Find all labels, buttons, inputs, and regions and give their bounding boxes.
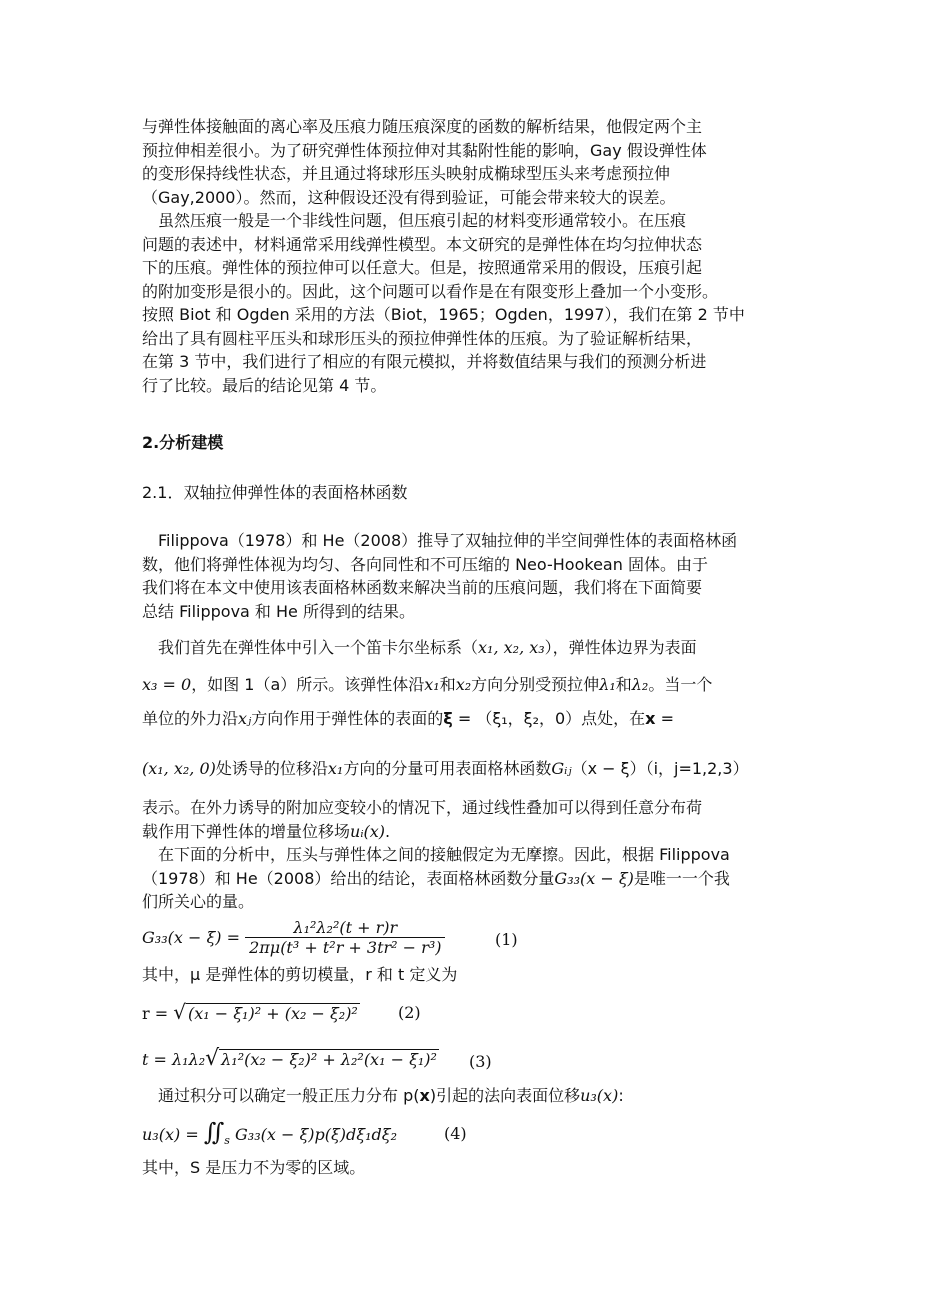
body-paragraph (142, 1156, 792, 1180)
text-line: 下的压痕。弹性体的预拉伸可以任意大。但是，按照通常采用的假设，压痕引起 (142, 258, 703, 277)
subsection-heading: 2.1．双轴拉伸弹性体的表面格林函数 (142, 483, 408, 502)
text-line: 们所关心的量。 (142, 892, 255, 911)
equation-1 (142, 918, 445, 957)
equation-number: (3) (469, 1052, 492, 1071)
equation-number: (2) (398, 1003, 421, 1022)
text-line: (x₁, x₂, 0)处诱导的位移沿x₁方向的分量可用表面格林函数Gᵢⱼ（x − ξ）（i，j=1,2,3） (142, 759, 749, 778)
math-inline: uᵢ(x) (350, 821, 386, 841)
text-line: 在第 3 节中，我们进行了相应的有限元模拟，并将数值结果与我们的预测分析进 (142, 352, 707, 371)
integral-subscript: s (224, 1134, 230, 1148)
body-paragraph (142, 209, 792, 397)
fraction-numerator: λ₁²λ₂²(t + r)r (245, 918, 445, 938)
sqrt-body: λ₁²(x₂ − ξ₂)² + λ₂²(x₁ − ξ₁)² (221, 1050, 437, 1069)
body-paragraph (142, 796, 792, 843)
text-line: 表示。在外力诱导的附加应变较小的情况下，通过线性叠加可以得到任意分布荷 (142, 798, 703, 817)
math-inline: x₁, x₂, x₃ (478, 638, 545, 657)
equation-number: (1) (495, 930, 518, 949)
text-line: （Gay,2000）。然而，这种假设还没有得到验证，可能会带来较大的误差。 (142, 187, 676, 207)
equation-lhs: G₃₃(x − ξ) = (142, 928, 240, 947)
math-inline: λ₂ (631, 675, 649, 694)
double-integral-icon: ∬ (203, 1118, 225, 1146)
text-line: 载作用下弹性体的增量位移场uᵢ(x). (142, 821, 391, 841)
text-line: 我们首先在弹性体中引入一个笛卡尔坐标系（x₁, x₂, x₃），弹性体边界为表面 (142, 638, 697, 657)
text-line: （1978）和 He（2008）给出的结论，表面格林函数分量G₃₃(x − ξ)是唯一一个我 (142, 868, 730, 888)
math-inline: x₃ = 0 (142, 675, 192, 694)
fraction (245, 918, 445, 957)
equation-lhs: r = (142, 1004, 174, 1023)
text-line: 给出了具有圆柱平压头和球形压头的预拉伸弹性体的压痕。为了验证解析结果， (142, 328, 703, 348)
text-line: 的变形保持线性状态，并且通过将球形压头映射成椭球型压头来考虑预拉伸 (142, 164, 671, 183)
sqrt-icon: √ (173, 1000, 186, 1024)
text-line: 总结 Filippova 和 He 所得到的结果。 (142, 601, 415, 621)
text-line: 虽然压痕一般是一个非线性问题，但压痕引起的材料变形通常较小。在压痕 (142, 211, 687, 230)
text-line: 其中，μ 是弹性体的剪切模量，r 和 t 定义为 (142, 965, 458, 984)
sqrt-icon: √ (205, 1046, 220, 1071)
equation-number: (4) (444, 1124, 467, 1143)
body-paragraph (142, 843, 792, 914)
text-line: 通过积分可以确定一般正压力分布 p(x)引起的法向表面位移u₃(x): (142, 1086, 624, 1105)
text-line: 行了比较。最后的结论见第 4 节。 (142, 375, 387, 395)
math-inline: xⱼ (238, 709, 252, 728)
math-inline: (x₁, x₂, 0) (142, 759, 216, 778)
equation-2 (142, 1000, 360, 1024)
text-line: x₃ = 0，如图 1（a）所示。该弹性体沿x₁和x₂方向分别受预拉伸λ₁和λ₂。当一个 (142, 675, 713, 694)
text-line: 我们将在本文中使用该表面格林函数来解决当前的压痕问题，我们将在下面简要 (142, 578, 703, 597)
text-line: 单位的外力沿xⱼ方向作用于弹性体的表面的ξ = （ξ₁，ξ₂，0）点处，在x = (142, 709, 674, 728)
body-paragraph (142, 707, 792, 731)
body-paragraph (142, 757, 792, 781)
math-inline: x₁ (424, 675, 440, 694)
text-line: 其中，S 是压力不为零的区域。 (142, 1158, 366, 1177)
text-line: 在下面的分析中，压头与弹性体之间的接触假定为无摩擦。因此，根据 Filippova (142, 845, 730, 864)
math-inline: x₂ (455, 675, 472, 694)
body-paragraph (142, 1084, 792, 1108)
equation-lhs: t = λ₁λ₂ (142, 1050, 206, 1069)
body-paragraph (142, 636, 792, 660)
math-inline: u₃(x) (580, 1086, 619, 1105)
equation-4 (142, 1118, 397, 1147)
math-inline: Gᵢⱼ (551, 759, 572, 778)
equation-3 (142, 1046, 439, 1071)
sqrt-body: (x₁ − ξ₁)² + (x₂ − ξ₂)² (187, 1004, 358, 1023)
section-heading: 2.分析建模 (142, 433, 224, 452)
text-line: 问题的表述中，材料通常采用线弹性模型。本文研究的是弹性体在均匀拉伸状态 (142, 234, 703, 254)
math-inline: x₁ (327, 759, 344, 778)
text-line: 预拉伸相差很小。为了研究弹性体预拉伸对其黏附性能的影响，Gay 假设弹性体 (142, 140, 707, 160)
body-paragraph (142, 529, 792, 623)
math-inline: G₃₃(x − ξ) (554, 868, 634, 888)
text-line: 数，他们将弹性体视为均匀、各向同性和不可压缩的 Neo-Hookean 固体。由于 (142, 554, 708, 574)
body-paragraph (142, 673, 792, 697)
text-line: 与弹性体接触面的离心率及压痕力随压痕深度的函数的解析结果，他假定两个主 (142, 117, 703, 136)
math-inline: λ₁ (599, 675, 616, 694)
equation-lhs: u₃(x) = (142, 1125, 199, 1144)
fraction-denominator: 2πμ(t³ + t²r + 3tr² − r³) (249, 938, 442, 957)
text-line: 按照 Biot 和 Ogden 采用的方法（Biot，1965；Ogden，1997），我们在第 2 节中 (142, 305, 745, 324)
intro-paragraph (142, 115, 792, 209)
body-paragraph (142, 963, 792, 987)
text-line: Filippova（1978）和 He（2008）推导了双轴拉伸的半空间弹性体的表面格林函 (142, 531, 738, 550)
integrand: G₃₃(x − ξ)p(ξ)dξ₁dξ₂ (235, 1125, 397, 1144)
text-line: 的附加变形是很小的。因此，这个问题可以看作是在有限变形上叠加一个小变形。 (142, 281, 719, 301)
